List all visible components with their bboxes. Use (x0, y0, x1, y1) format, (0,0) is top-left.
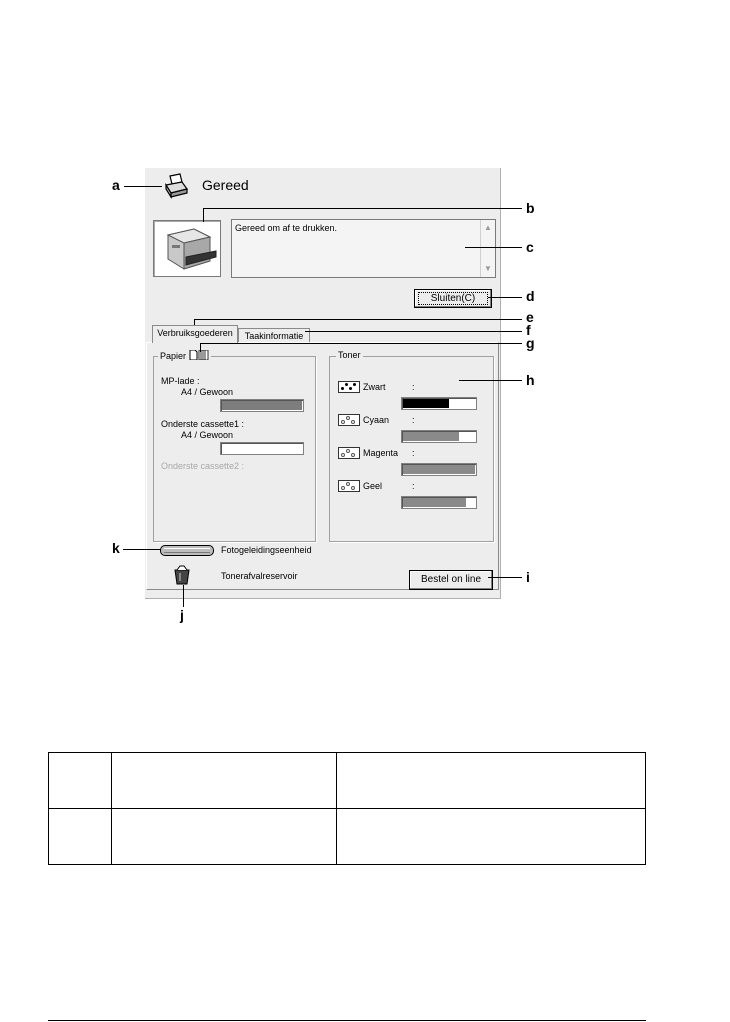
toner-black-icon (338, 381, 360, 393)
callout-j: j (180, 607, 184, 623)
toner-magenta-icon (338, 447, 360, 459)
callout-c: c (526, 239, 534, 255)
toner-level-fill-black (403, 399, 449, 408)
printer-illustration (153, 220, 221, 277)
photoconductor-icon (160, 545, 214, 556)
paper-source-name-cassette2: Onderste cassette2 : (161, 461, 245, 471)
printer-icon (163, 173, 189, 199)
waste-toner-label: Tonerafvalreservoir (221, 571, 298, 581)
toner-colon-cyan: : (412, 415, 415, 425)
callout-f: f (526, 322, 531, 338)
toner-name-cyan: Cyaan (363, 415, 390, 425)
callout-k: k (112, 540, 120, 556)
footer-rule (48, 1020, 646, 1021)
toner-colon-black: : (412, 382, 415, 392)
table-cell (337, 753, 646, 809)
toner-yellow-icon (338, 480, 360, 492)
toner-level-fill-magenta (403, 465, 475, 474)
order-online-button[interactable]: Bestel on line (409, 570, 493, 590)
status-title: Gereed (202, 177, 249, 193)
paper-source-name-cassette1: Onderste cassette1 : (161, 419, 245, 429)
definition-table (48, 752, 646, 865)
callout-e: e (526, 309, 534, 325)
paper-source-name-mp: MP-lade : (161, 376, 200, 386)
callout-d: d (526, 288, 535, 304)
toner-name-black: Zwart (363, 382, 386, 392)
paper-stack-icon (189, 350, 209, 360)
paper-level-bar-mp (220, 399, 304, 412)
toner-name-magenta: Magenta (363, 448, 399, 458)
paper-label-text: Papier (160, 351, 187, 361)
waste-toner-icon (172, 565, 192, 585)
toner-colon-magenta: : (412, 448, 415, 458)
photoconductor-label: Fotogeleidingseenheid (221, 545, 312, 555)
tab-job-information[interactable]: Taakinformatie (238, 328, 310, 344)
status-message-box (231, 219, 496, 278)
paper-level-bar-cassette1 (220, 442, 304, 455)
toner-level-bar-magenta (401, 463, 477, 476)
close-button-label: Sluiten(C) (418, 292, 488, 305)
callout-a: a (112, 177, 120, 193)
table-cell (337, 809, 646, 865)
paper-group-label (158, 350, 211, 361)
paper-source-detail-mp: A4 / Gewoon (181, 387, 234, 397)
message-scrollbar[interactable] (480, 220, 495, 277)
callout-b: b (526, 200, 535, 216)
table-cell (112, 809, 337, 865)
tab-consumables[interactable]: Verbruiksgoederen (152, 325, 238, 343)
callout-h: h (526, 372, 535, 388)
paper-source-detail-cassette1: A4 / Gewoon (181, 430, 234, 440)
toner-group-label: Toner (338, 350, 361, 360)
toner-level-bar-cyan (401, 430, 477, 443)
table-row (49, 809, 646, 865)
scroll-down-icon[interactable]: ▼ (484, 264, 492, 273)
table-cell (112, 753, 337, 809)
toner-name-yellow: Geel (363, 481, 383, 491)
toner-level-fill-yellow (403, 498, 466, 507)
paper-level-fill-mp (222, 401, 302, 410)
table-cell (49, 753, 112, 809)
callout-i: i (526, 569, 530, 585)
scroll-up-icon[interactable]: ▲ (484, 223, 492, 232)
toner-level-bar-yellow (401, 496, 477, 509)
callout-g: g (526, 335, 535, 351)
close-button[interactable] (414, 289, 492, 308)
printer-image-icon (154, 221, 220, 276)
table-cell (49, 809, 112, 865)
status-message: Gereed om af te drukken. (235, 223, 338, 233)
toner-colon-yellow: : (412, 481, 415, 491)
toner-level-fill-cyan (403, 432, 459, 441)
table-row (49, 753, 646, 809)
toner-cyan-icon (338, 414, 360, 426)
toner-level-bar-black (401, 397, 477, 410)
